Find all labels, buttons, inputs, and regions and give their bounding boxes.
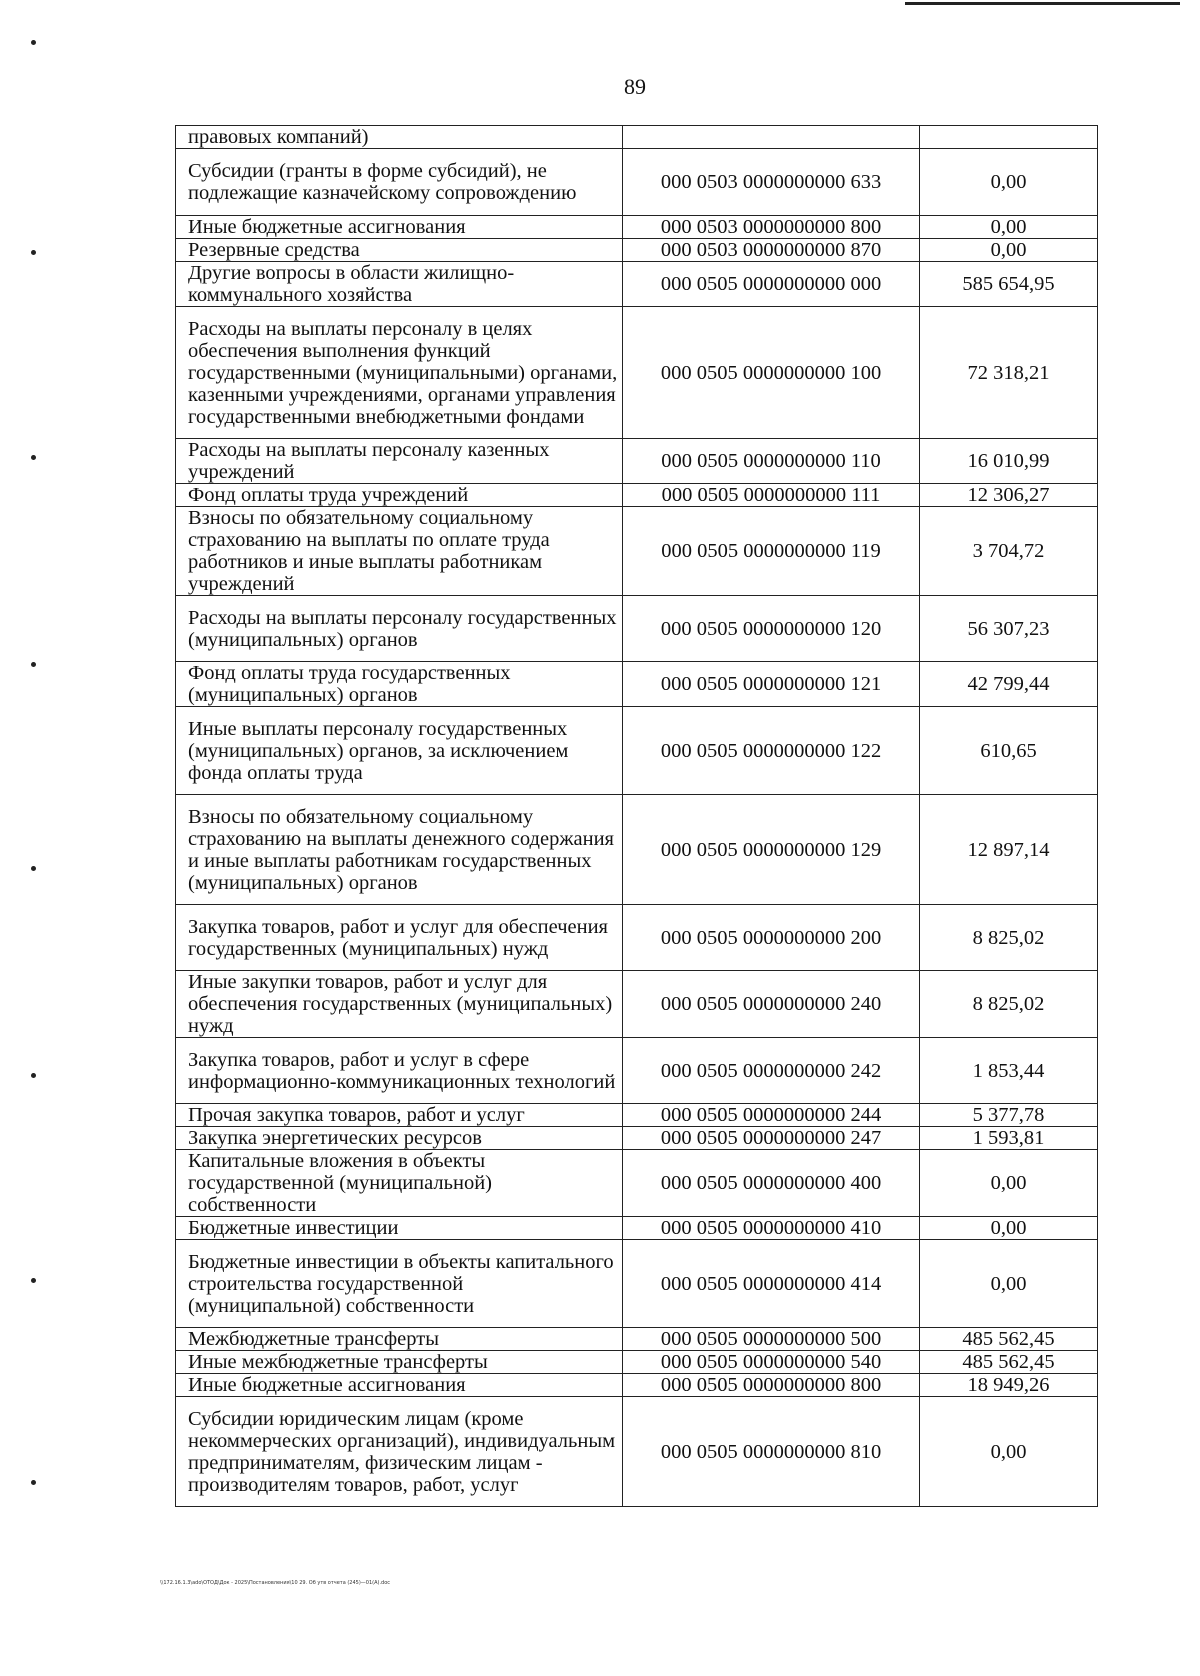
budget-code-cell: 000 0505 0000000000 110 [623,439,920,484]
table-row [176,239,1098,262]
budget-code-cell [623,126,920,149]
budget-code-cell: 000 0505 0000000000 410 [623,1217,920,1240]
budget-code-cell: 000 0505 0000000000 121 [623,662,920,707]
table-row [176,662,1098,707]
margin-dot [31,662,36,667]
amount-cell: 12 306,27 [920,484,1098,507]
budget-code-cell: 000 0505 0000000000 800 [623,1374,920,1397]
margin-dot [31,1278,36,1283]
amount-cell: 8 825,02 [920,905,1098,971]
table-row [176,484,1098,507]
budget-code-cell: 000 0505 0000000000 810 [623,1397,920,1507]
margin-dot [31,40,36,45]
expense-name-cell: Другие вопросы в области жилищно-коммунального хозяйства [176,262,623,307]
budget-code-cell: 000 0505 0000000000 242 [623,1038,920,1104]
table-row [176,1397,1098,1507]
expense-name-cell: Субсидии (гранты в форме субсидий), не подлежащие казначейскому сопровождению [176,149,623,216]
expense-name-cell: правовых компаний) [176,126,623,149]
amount-cell: 56 307,23 [920,596,1098,662]
expense-name-cell: Иные бюджетные ассигнования [176,216,623,239]
table-row [176,1038,1098,1104]
budget-code-cell: 000 0505 0000000000 500 [623,1328,920,1351]
budget-code-cell: 000 0505 0000000000 100 [623,307,920,439]
budget-code-cell: 000 0505 0000000000 119 [623,507,920,596]
amount-cell: 0,00 [920,149,1098,216]
top-rule [905,2,1180,5]
expense-name-cell: Расходы на выплаты персоналу государственных (муниципальных) органов [176,596,623,662]
table-row [176,1150,1098,1217]
margin-dot [31,1073,36,1078]
amount-cell: 16 010,99 [920,439,1098,484]
amount-cell: 18 949,26 [920,1374,1098,1397]
table-row [176,795,1098,905]
amount-cell: 12 897,14 [920,795,1098,905]
budget-code-cell: 000 0505 0000000000 247 [623,1127,920,1150]
expense-name-cell: Фонд оплаты труда государственных (муниципальных) органов [176,662,623,707]
expense-name-cell: Иные выплаты персоналу государственных (муниципальных) органов, за исключением фонда оплаты труда [176,707,623,795]
table-row [176,126,1098,149]
amount-cell: 5 377,78 [920,1104,1098,1127]
budget-table-body [176,126,1098,1507]
table-row [176,596,1098,662]
margin-dot [31,1480,36,1485]
budget-code-cell: 000 0503 0000000000 800 [623,216,920,239]
budget-code-cell: 000 0505 0000000000 244 [623,1104,920,1127]
budget-code-cell: 000 0505 0000000000 414 [623,1240,920,1328]
expense-name-cell: Бюджетные инвестиции в объекты капитального строительства государственной (муниципальной) собственности [176,1240,623,1328]
table-row [176,1104,1098,1127]
table-row [176,149,1098,216]
amount-cell: 3 704,72 [920,507,1098,596]
page-number: 89 [624,74,646,99]
budget-code-cell: 000 0505 0000000000 120 [623,596,920,662]
expense-name-cell: Иные закупки товаров, работ и услуг для обеспечения государственных (муниципальных) нужд [176,971,623,1038]
expense-name-cell: Межбюджетные трансферты [176,1328,623,1351]
expense-name-cell: Иные межбюджетные трансферты [176,1351,623,1374]
expense-name-cell: Субсидии юридическим лицам (кроме некоммерческих организаций), индивидуальным предпринимателям, физическим лицам - производителям товаров, работ, услуг [176,1397,623,1507]
amount-cell: 485 562,45 [920,1351,1098,1374]
amount-cell: 72 318,21 [920,307,1098,439]
table-row [176,439,1098,484]
budget-code-cell: 000 0505 0000000000 540 [623,1351,920,1374]
margin-dot [31,866,36,871]
amount-cell [920,126,1098,149]
amount-cell: 0,00 [920,216,1098,239]
budget-code-cell: 000 0505 0000000000 000 [623,262,920,307]
amount-cell: 1 853,44 [920,1038,1098,1104]
amount-cell: 0,00 [920,1150,1098,1217]
table-row [176,1328,1098,1351]
table-row [176,216,1098,239]
budget-code-cell: 000 0505 0000000000 200 [623,905,920,971]
table-row [176,971,1098,1038]
amount-cell: 610,65 [920,707,1098,795]
table-row [176,262,1098,307]
expense-name-cell: Закупка энергетических ресурсов [176,1127,623,1150]
expense-name-cell: Прочая закупка товаров, работ и услуг [176,1104,623,1127]
amount-cell: 1 593,81 [920,1127,1098,1150]
amount-cell: 0,00 [920,1217,1098,1240]
table-row [176,1127,1098,1150]
amount-cell: 485 562,45 [920,1328,1098,1351]
table-row [176,905,1098,971]
margin-dot [31,455,36,460]
budget-table [175,125,1098,1507]
amount-cell: 0,00 [920,1240,1098,1328]
budget-code-cell: 000 0505 0000000000 111 [623,484,920,507]
expense-name-cell: Закупка товаров, работ и услуг для обеспечения государственных (муниципальных) нужд [176,905,623,971]
expense-name-cell: Взносы по обязательному социальному страхованию на выплаты по оплате труда работников и иные выплаты работникам учреждений [176,507,623,596]
amount-cell: 585 654,95 [920,262,1098,307]
expense-name-cell: Резервные средства [176,239,623,262]
table-row [176,707,1098,795]
table-row [176,1374,1098,1397]
expense-name-cell: Взносы по обязательному социальному страхованию на выплаты денежного содержания и иные выплаты работникам государственных (муниципальных) органов [176,795,623,905]
expense-name-cell: Капитальные вложения в объекты государственной (муниципальной) собственности [176,1150,623,1217]
expense-name-cell: Закупка товаров, работ и услуг в сфере информационно-коммуникационных технологий [176,1038,623,1104]
margin-dot [31,250,36,255]
amount-cell: 42 799,44 [920,662,1098,707]
expense-name-cell: Фонд оплаты труда учреждений [176,484,623,507]
table-row [176,1217,1098,1240]
budget-code-cell: 000 0505 0000000000 129 [623,795,920,905]
expense-name-cell: Расходы на выплаты персоналу в целях обеспечения выполнения функций государственными (муниципальными) органами, казенными учреждениями, органами управления государственными внебюджетными фондами [176,307,623,439]
budget-code-cell: 000 0505 0000000000 240 [623,971,920,1038]
amount-cell: 0,00 [920,1397,1098,1507]
expense-name-cell: Бюджетные инвестиции [176,1217,623,1240]
budget-code-cell: 000 0503 0000000000 633 [623,149,920,216]
table-row [176,307,1098,439]
table-row [176,507,1098,596]
file-path-footer: \\172.16.1.3\ado\ОТОД\Док - 2025\Постановления\10 29. Об утв отчета (245)—01(А).doc [160,1580,391,1586]
table-row [176,1240,1098,1328]
budget-code-cell: 000 0505 0000000000 122 [623,707,920,795]
table-row [176,1351,1098,1374]
budget-code-cell: 000 0505 0000000000 400 [623,1150,920,1217]
expense-name-cell: Иные бюджетные ассигнования [176,1374,623,1397]
expense-name-cell: Расходы на выплаты персоналу казенных учреждений [176,439,623,484]
amount-cell: 8 825,02 [920,971,1098,1038]
amount-cell: 0,00 [920,239,1098,262]
budget-code-cell: 000 0503 0000000000 870 [623,239,920,262]
